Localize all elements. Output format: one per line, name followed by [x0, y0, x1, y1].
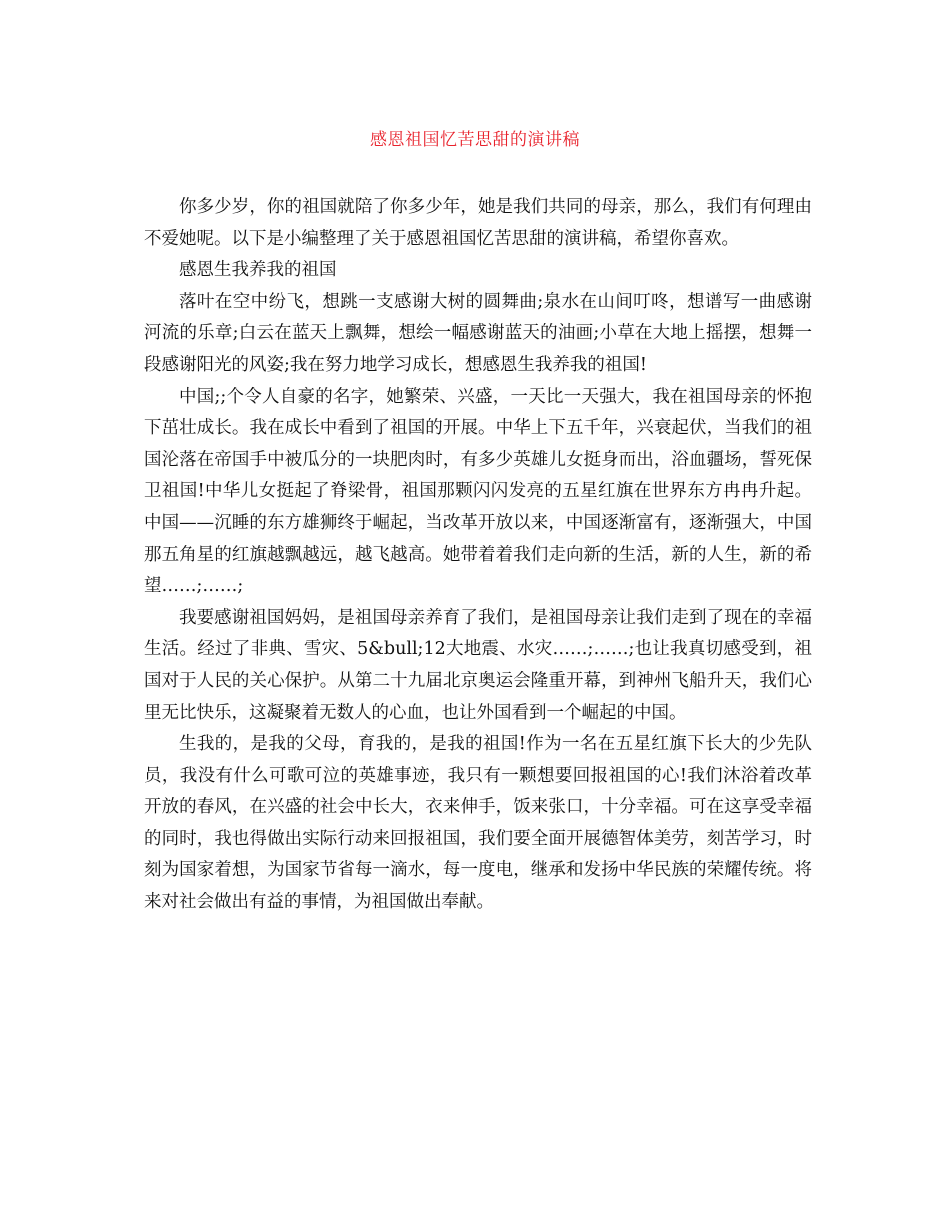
document-title: 感恩祖国忆苦思甜的演讲稿 — [370, 130, 580, 150]
body-paragraph: 中国;;个令人自豪的名字，她繁荣、兴盛，一天比一天强大，我在祖国母亲的怀抱下茁壮成长。我在成长中看到了祖国的开展。中华上下五千年，兴衰起伏，当我们的祖国沦落在帝国手中被瓜分的一块肥肉时，有多少英雄儿女挺身而出，浴血疆场，誓死保卫祖国!中华儿女挺起了脊梁骨，祖国那颗闪闪发亮的五星红旗在世界东方冉冉升起。中国——沉睡的东方雄狮终于崛起，当改革开放以来，中国逐渐富有，逐渐强大，中国那五角星的红旗越飘越远，越飞越高。她带着着我们走向新的生活，新的人生，新的希望……;……; — [144, 386, 812, 597]
document-body — [144, 192, 812, 919]
body-paragraph: 我要感谢祖国妈妈，是祖国母亲养育了我们，是祖国母亲让我们走到了现在的幸福生活。经过了非典、雪灾、5&bull;12大地震、水灾……;……;也让我真切感受到，祖国对于人民的关心保护。从第二十九届北京奥运会隆重开幕，到神州飞船升天，我们心里无比快乐，这凝聚着无数人的心血，也让外国看到一个崛起的中国。 — [144, 607, 812, 723]
body-paragraph: 生我的，是我的父母，育我的，是我的祖国!作为一名在五星红旗下长大的少先队员，我没有什么可歌可泣的英雄事迹，我只有一颗想要回报祖国的心!我们沐浴着改革开放的春风，在兴盛的社会中长大，衣来伸手，饭来张口，十分幸福。可在这享受幸福的同时，我也得做出实际行动来回报祖国，我们要全面开展德智体美劳，刻苦学习，时刻为国家着想，为国家节省每一滴水，每一度电，继承和发扬中华民族的荣耀传统。将来对社会做出有益的事情，为祖国做出奉献。 — [144, 734, 812, 913]
section-heading: 感恩生我养我的祖国 — [179, 260, 337, 281]
intro-paragraph: 你多少岁，你的祖国就陪了你多少年，她是我们共同的母亲，那么，我们有何理由不爱她呢。以下是小编整理了关于感恩祖国忆苦思甜的演讲稿，希望你喜欢。 — [144, 197, 812, 249]
body-paragraph: 落叶在空中纷飞，想跳一支感谢大树的圆舞曲;泉水在山间叮咚，想谱写一曲感谢河流的乐章;白云在蓝天上飘舞，想绘一幅感谢蓝天的油画;小草在大地上摇摆，想舞一段感谢阳光的风姿;我在努力地学习成长，想感恩生我养我的祖国! — [144, 291, 812, 375]
